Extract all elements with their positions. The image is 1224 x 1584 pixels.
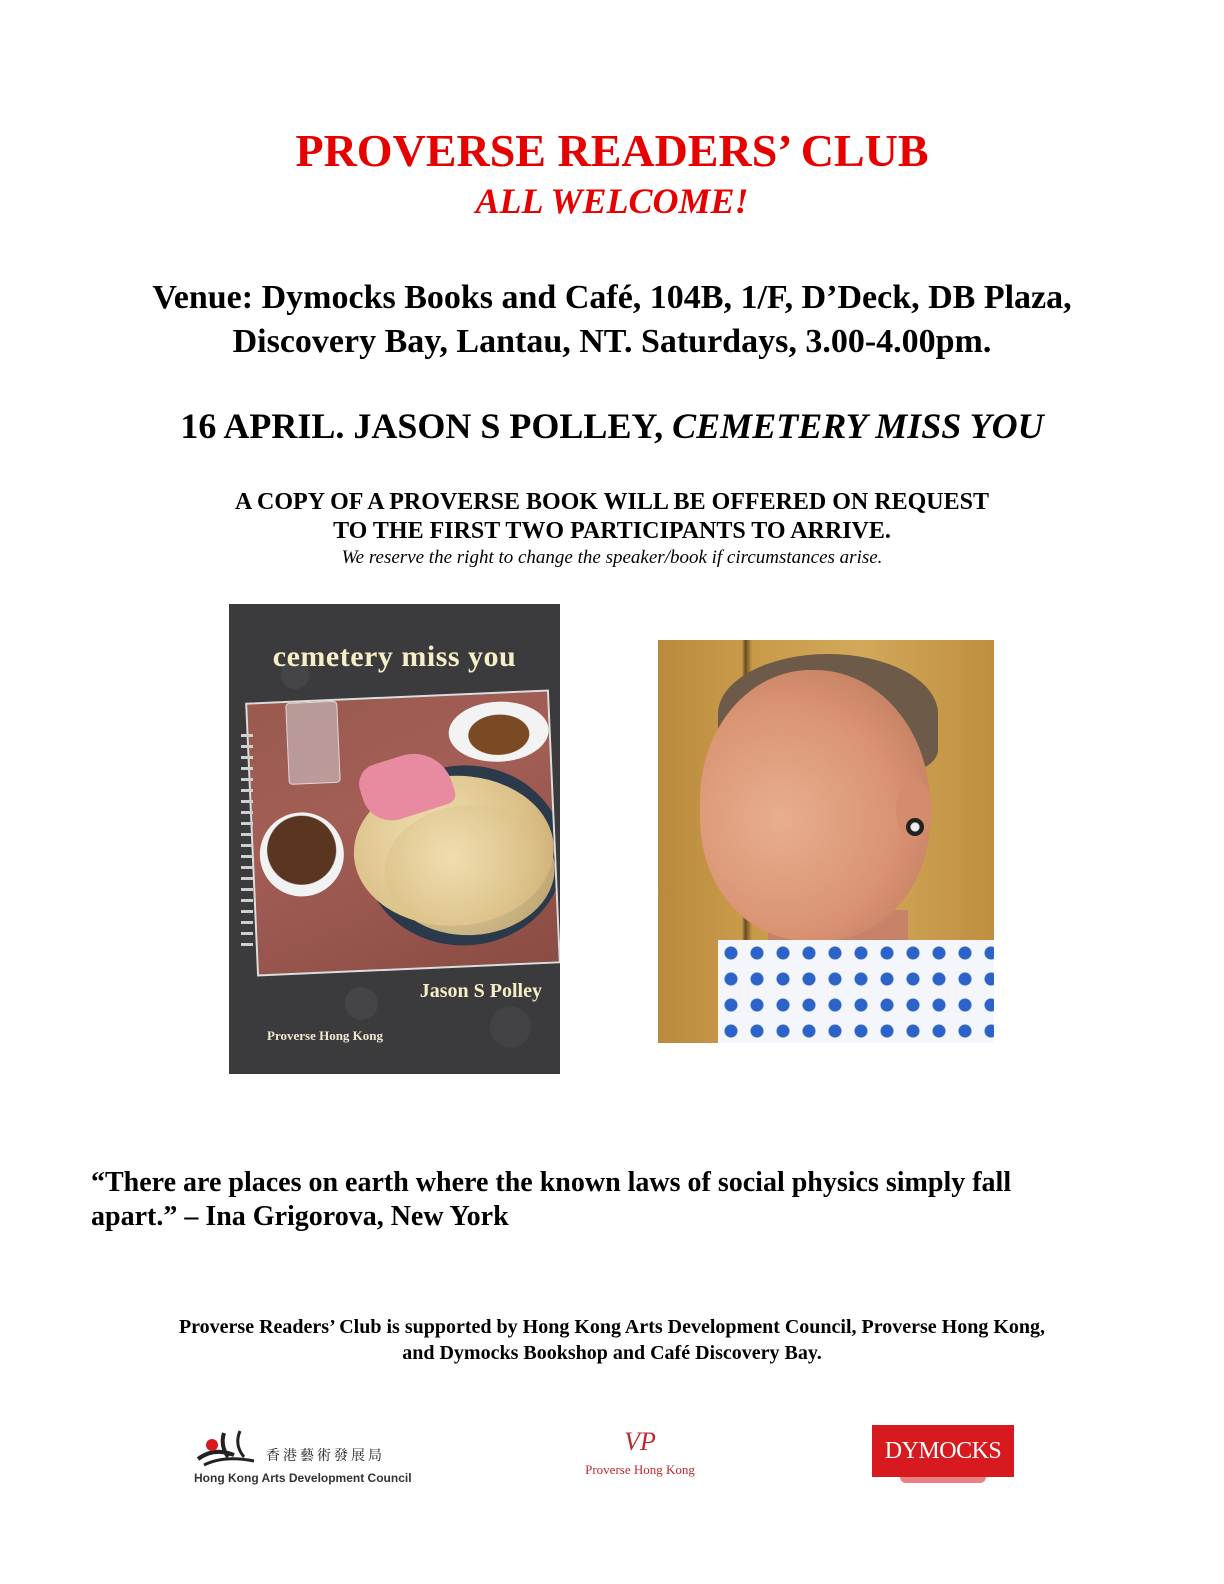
- author-photo: [658, 640, 994, 1043]
- hkadc-logo: [190, 1425, 420, 1495]
- page-title: PROVERSE READERS’ CLUB: [295, 125, 929, 176]
- support-line-1: Proverse Readers’ Club is supported by Hong Kong Arts Development Council, Proverse Hong Kong,: [178, 1316, 1046, 1338]
- page-subtitle: ALL WELCOME!: [475, 181, 749, 221]
- review-quote: [91, 1166, 1111, 1234]
- cover-publisher: Proverse Hong Kong: [267, 1028, 384, 1043]
- small-plate-graphic: [447, 700, 550, 764]
- event-book-title: CEMETERY MISS YOU: [672, 406, 1044, 446]
- venue-line-1: Venue: Dymocks Books and Café, 104B, 1/F, D’Deck, DB Plaza,: [152, 279, 1072, 316]
- book-offer: [0, 488, 1224, 546]
- event-date-author: 16 APRIL. JASON S POLLEY,: [180, 406, 673, 446]
- proverse-mark: VP: [624, 1427, 656, 1456]
- dymocks-logo: DYMOCKS: [872, 1425, 1014, 1477]
- offer-line-2: TO THE FIRST TWO PARTICIPANTS TO ARRIVE.: [333, 518, 891, 544]
- hkadc-emblem-icon: [194, 1429, 260, 1469]
- glass-graphic: [285, 701, 341, 785]
- support-line-2: and Dymocks Bookshop and Café Discovery Bay.: [402, 1342, 822, 1364]
- cover-food-photo: [245, 690, 560, 977]
- book-cover-image: [229, 604, 560, 1074]
- spiral-binding-graphic: [241, 734, 253, 954]
- venue-line-2: Discovery Bay, Lantau, NT. Saturdays, 3.00-4.00pm.: [232, 323, 992, 360]
- cover-author: Jason S Polley: [419, 980, 542, 1002]
- quote-line-2: apart.” – Ina Grigorova, New York: [91, 1201, 509, 1232]
- venue-info: [0, 276, 1224, 364]
- cover-title: cemetery miss you: [272, 640, 517, 673]
- hkadc-chinese-name: 香港藝術發展局: [266, 1448, 385, 1464]
- dymocks-logo-base: [900, 1477, 986, 1483]
- proverse-logo: [570, 1428, 710, 1488]
- offer-line-1: A COPY OF A PROVERSE BOOK WILL BE OFFERED ON REQUEST: [235, 489, 989, 515]
- bowl-graphic: [258, 811, 346, 899]
- shirt-graphic: [718, 940, 994, 1043]
- quote-line-1: “There are places on earth where the known laws of social physics simply fall: [91, 1167, 1012, 1198]
- ear-plug-graphic: [906, 818, 924, 836]
- sponsor-statement: [0, 1314, 1224, 1366]
- event-heading: [0, 404, 1224, 448]
- hkadc-english-name: Hong Kong Arts Development Council: [194, 1471, 412, 1485]
- disclaimer: We reserve the right to change the speaker/book if circumstances arise.: [341, 547, 883, 568]
- proverse-name: Proverse Hong Kong: [585, 1462, 695, 1477]
